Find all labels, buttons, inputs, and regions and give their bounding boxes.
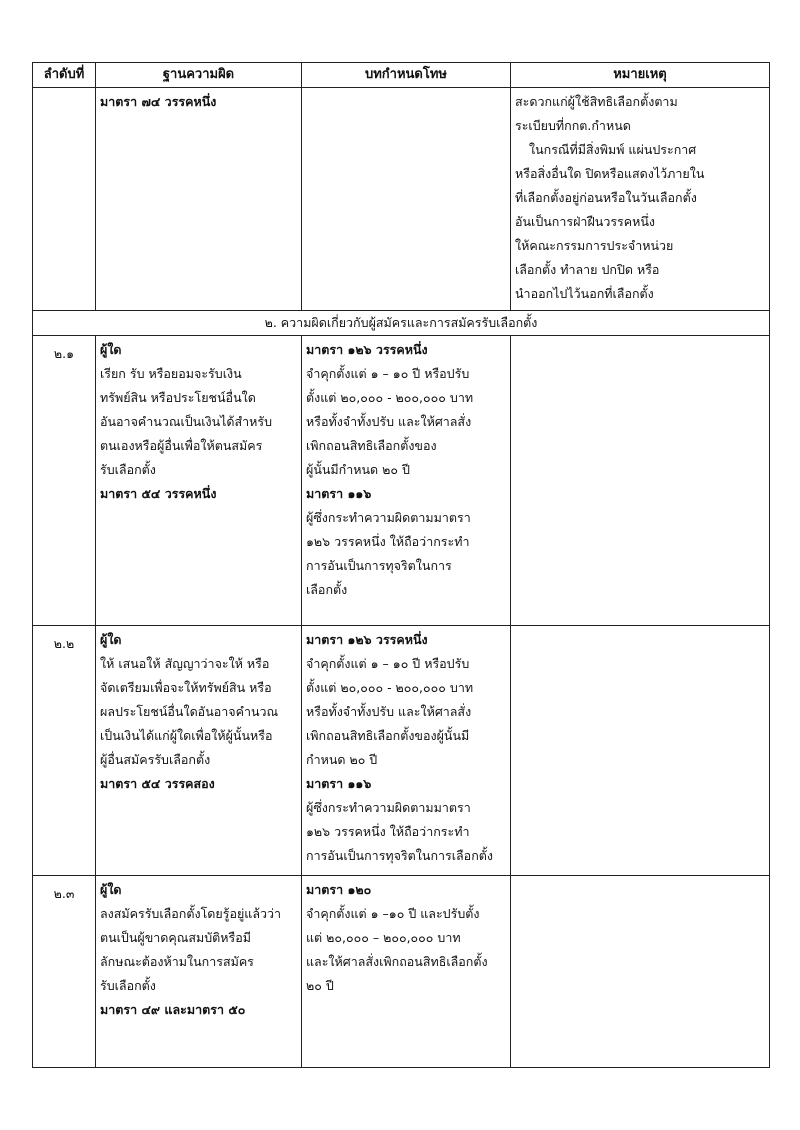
offense-line: ลงสมัครรับเลือกตั้งโดยรู้อยู่แล้วว่า <box>100 906 282 921</box>
remark-line: ระเบียบที่กกต.กำหนด <box>515 118 631 133</box>
offense-line: มาตรา ๔๙ และมาตรา ๕๐ <box>100 1002 246 1017</box>
penalty-line: ตั้งแต่ ๒๐,๐๐๐ - ๒๐๐,๐๐๐ บาท <box>306 680 474 695</box>
penalty-line: ผู้นั้นมีกำหนด ๒๐ ปี <box>306 462 410 477</box>
offense-cell <box>96 876 302 1068</box>
penalty-line: มาตรา ๑๒๐ <box>306 882 372 897</box>
remark-cell <box>511 336 770 626</box>
offense-line: มาตรา ๕๔ วรรคสอง <box>100 776 215 791</box>
penalty-line: มาตรา ๑๑๖ <box>306 486 372 501</box>
offense-line: ทรัพย์สิน หรือประโยชน์อื่นใด <box>100 390 256 405</box>
continuation-remark <box>511 88 770 311</box>
section-title: ๒. ความผิดเกี่ยวกับผู้สมัครและการสมัครรับเลือกตั้ง <box>33 311 770 336</box>
penalty-line: เลือกตั้ง <box>306 582 348 597</box>
offense-line: ให้ เสนอให้ สัญญาว่าจะให้ หรือ <box>100 656 270 671</box>
offense-line: ผู้ใด <box>100 342 122 357</box>
offense-line: ผู้อื่นสมัครรับเลือกตั้ง <box>100 752 211 767</box>
offense-line: รับเลือกตั้ง <box>100 462 156 477</box>
penalty-line: มาตรา ๑๑๖ <box>306 776 372 791</box>
penalty-cell <box>302 336 511 626</box>
header-no: ลำดับที่ <box>33 63 96 88</box>
header-remark: หมายเหตุ <box>511 63 770 88</box>
penalty-line: เพิกถอนสิทธิเลือกตั้งของผู้นั้นมี <box>306 728 470 743</box>
remark-line: ที่เลือกตั้งอยู่ก่อนหรือในวันเลือกตั้ง <box>515 190 697 205</box>
penalty-line: จำคุกตั้งแต่ ๑ – ๑๐ ปี หรือปรับ <box>306 656 470 671</box>
table-row <box>33 336 770 626</box>
penalty-line: ๒๐ ปี <box>306 978 334 993</box>
continuation-penalty <box>302 88 511 311</box>
offense-line: เรียก รับ หรือยอมจะรับเงิน <box>100 366 242 381</box>
remark-line: นำออกไปไว้นอกที่เลือกตั้ง <box>515 286 654 301</box>
remark-line: หรือสิ่งอื่นใด ปิดหรือแสดงไว้ภายใน <box>515 166 705 181</box>
offense-line: ผู้ใด <box>100 882 122 897</box>
remark-line: อันเป็นการฝ่าฝืนวรรคหนึ่ง <box>515 214 656 229</box>
offense-line: มาตรา ๗๔ วรรคหนึ่ง <box>100 94 217 109</box>
continuation-offense <box>96 88 302 311</box>
row-number: ๒.๒ <box>33 626 96 876</box>
section-row <box>33 311 770 336</box>
remark-line: สะดวกแก่ผู้ใช้สิทธิเลือกตั้งตาม <box>515 94 678 109</box>
remark-cell <box>511 626 770 876</box>
penalty-line: เพิกถอนสิทธิเลือกตั้งของ <box>306 438 437 453</box>
penalty-line: มาตรา ๑๒๖ วรรคหนึ่ง <box>306 632 428 647</box>
penalty-line: แต่ ๒๐,๐๐๐ – ๒๐๐,๐๐๐ บาท <box>306 930 461 945</box>
offense-line: ตนเป็นผู้ขาดคุณสมบัติหรือมี <box>100 930 252 945</box>
row-number: ๒.๓ <box>33 876 96 1068</box>
remark-line: ในกรณีที่มีสิ่งพิมพ์ แผ่นประกาศ <box>529 142 697 157</box>
penalty-line: ผู้ซึ่งกระทำความผิดตามมาตรา <box>306 800 471 815</box>
offense-cell <box>96 626 302 876</box>
row-number: ๒.๑ <box>33 336 96 626</box>
offense-line: อันอาจคำนวณเป็นเงินได้สำหรับ <box>100 414 273 429</box>
offense-line: ตนเองหรือผู้อื่นเพื่อให้ตนสมัคร <box>100 438 263 453</box>
offense-line: ผลประโยชน์อื่นใดอันอาจคำนวณ <box>100 704 279 719</box>
offense-line: เป็นเงินได้แก่ผู้ใดเพื่อให้ผู้นั้นหรือ <box>100 728 273 743</box>
penalty-line: หรือทั้งจำทั้งปรับ และให้ศาลสั่ง <box>306 704 472 719</box>
table-row <box>33 626 770 876</box>
offense-line: จัดเตรียมเพื่อจะให้ทรัพย์สิน หรือ <box>100 680 272 695</box>
remark-line: ให้คณะกรรมการประจำหน่วย <box>515 238 674 253</box>
header-penalty: บทกำหนดโทษ <box>302 63 511 88</box>
remark-cell <box>511 876 770 1068</box>
penalty-cell <box>302 626 511 876</box>
offense-line: ผู้ใด <box>100 632 122 647</box>
penalty-line: จำคุกตั้งแต่ ๑ –๑๐ ปี และปรับตั้ง <box>306 906 480 921</box>
penalty-line: มาตรา ๑๒๖ วรรคหนึ่ง <box>306 342 428 357</box>
penalty-line: ตั้งแต่ ๒๐,๐๐๐ - ๒๐๐,๐๐๐ บาท <box>306 390 474 405</box>
offense-table <box>32 62 770 1068</box>
offense-line: ลักษณะต้องห้ามในการสมัคร <box>100 954 254 969</box>
penalty-line: การอันเป็นการทุจริตในการเลือกตั้ง <box>306 848 493 863</box>
table-row <box>33 876 770 1068</box>
offense-cell <box>96 336 302 626</box>
continuation-row <box>33 88 770 311</box>
penalty-line: ๑๒๖ วรรคหนึ่ง ให้ถือว่ากระทำ <box>306 824 470 839</box>
penalty-line: การอันเป็นการทุจริตในการ <box>306 558 452 573</box>
continuation-no <box>33 88 96 311</box>
penalty-line: ผู้ซึ่งกระทำความผิดตามมาตรา <box>306 510 471 525</box>
penalty-line: ๑๒๖ วรรคหนึ่ง ให้ถือว่ากระทำ <box>306 534 470 549</box>
offense-line: รับเลือกตั้ง <box>100 978 156 993</box>
table-header-row <box>33 63 770 88</box>
remark-line: เลือกตั้ง ทำลาย ปกปิด หรือ <box>515 262 660 277</box>
penalty-line: จำคุกตั้งแต่ ๑ – ๑๐ ปี หรือปรับ <box>306 366 470 381</box>
penalty-line: กำหนด ๒๐ ปี <box>306 752 378 767</box>
penalty-cell <box>302 876 511 1068</box>
penalty-line: หรือทั้งจำทั้งปรับ และให้ศาลสั่ง <box>306 414 472 429</box>
offense-line: มาตรา ๕๔ วรรคหนึ่ง <box>100 486 217 501</box>
penalty-line: และให้ศาลสั่งเพิกถอนสิทธิเลือกตั้ง <box>306 954 488 969</box>
header-offense: ฐานความผิด <box>96 63 302 88</box>
